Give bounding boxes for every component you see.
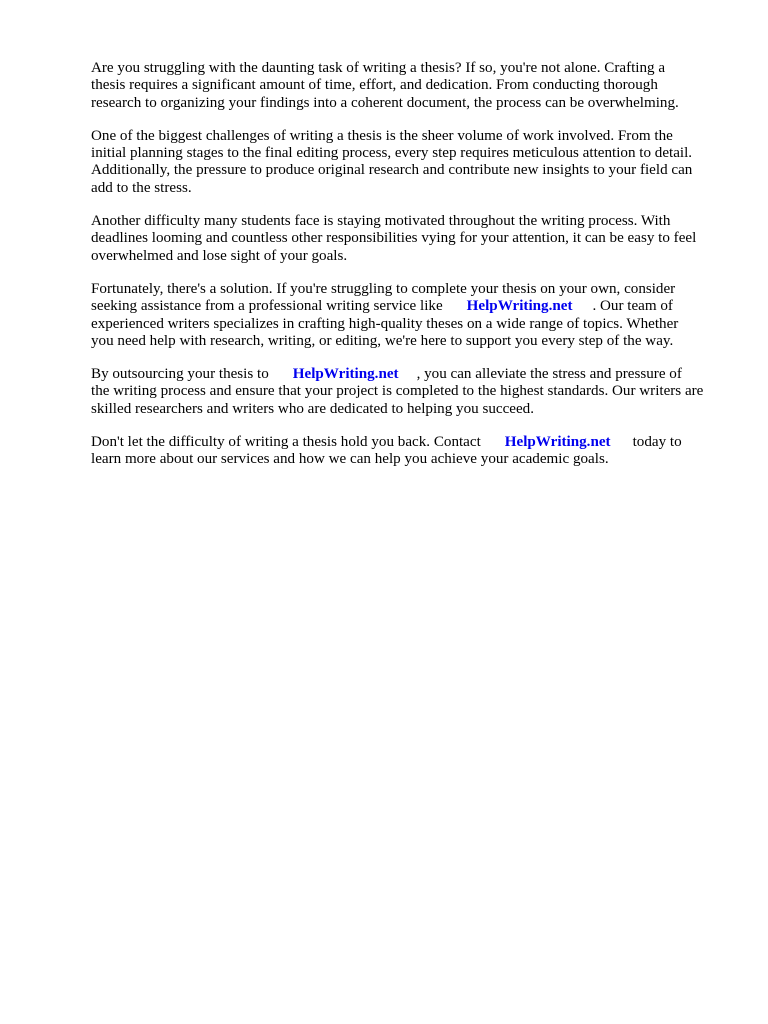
paragraph-solution (91, 281, 731, 350)
text-line: Are you struggling with the daunting task of writing a thesis? If so, you're not alone. Crafting a (91, 60, 666, 76)
text-line: research to organizing your findings into a coherent document, the process can be overwhelming. (91, 94, 679, 111)
paragraph-motivation (91, 213, 731, 265)
text-line: add to the stress. (91, 179, 192, 196)
paragraph-outsourcing (91, 366, 731, 418)
text-segment: seeking assistance from a professional writing service like (91, 298, 443, 315)
text-line: Another difficulty many students face is staying motivated throughout the writing process. With (91, 213, 671, 230)
paragraph-contact (91, 434, 731, 469)
text-line-with-link (91, 298, 731, 315)
text-segment: today to (632, 434, 682, 451)
text-line: skilled researchers and writers who are dedicated to helping you succeed. (91, 400, 534, 417)
text-line: deadlines looming and countless other responsibilities vying for your attention, it can be easy to feel (91, 230, 697, 247)
helpwriting-link[interactable]: HelpWriting.net (466, 298, 573, 315)
text-line: experienced writers specializes in crafting high-quality theses on a wide range of topics. Whether (91, 315, 679, 332)
text-line: One of the biggest challenges of writing a thesis is the sheer volume of work involved. From the (91, 127, 673, 144)
text-line: the writing process and ensure that your project is completed to the highest standards. Our writers are (91, 383, 704, 400)
text-segment: . Our team of (592, 298, 673, 315)
paragraph-intro (91, 60, 731, 112)
text-line-with-link (91, 366, 731, 383)
helpwriting-link[interactable]: HelpWriting.net (504, 434, 611, 451)
document-page (91, 60, 731, 485)
text-segment: , you can alleviate the stress and pressure of (416, 366, 682, 383)
text-segment: Don't let the difficulty of writing a thesis hold you back. Contact (91, 434, 481, 451)
text-line-with-link (91, 434, 731, 451)
text-line: learn more about our services and how we can help you achieve your academic goals. (91, 451, 609, 468)
text-line: initial planning stages to the final editing process, every step requires meticulous attention to detail. (91, 145, 693, 162)
text-line: you need help with research, writing, or editing, we're here to support you every step of the way. (91, 332, 674, 349)
text-line: thesis requires a significant amount of time, effort, and dedication. From conducting thorough (91, 77, 658, 94)
text-line: Additionally, the pressure to produce original research and contribute new insights to your field can (91, 162, 693, 179)
text-line: Fortunately, there's a solution. If you're struggling to complete your thesis on your own, consider (91, 280, 676, 297)
text-segment: By outsourcing your thesis to (91, 366, 269, 383)
text-line: overwhelmed and lose sight of your goals. (91, 247, 348, 264)
paragraph-challenges (91, 128, 731, 197)
helpwriting-link[interactable]: HelpWriting.net (292, 366, 399, 383)
